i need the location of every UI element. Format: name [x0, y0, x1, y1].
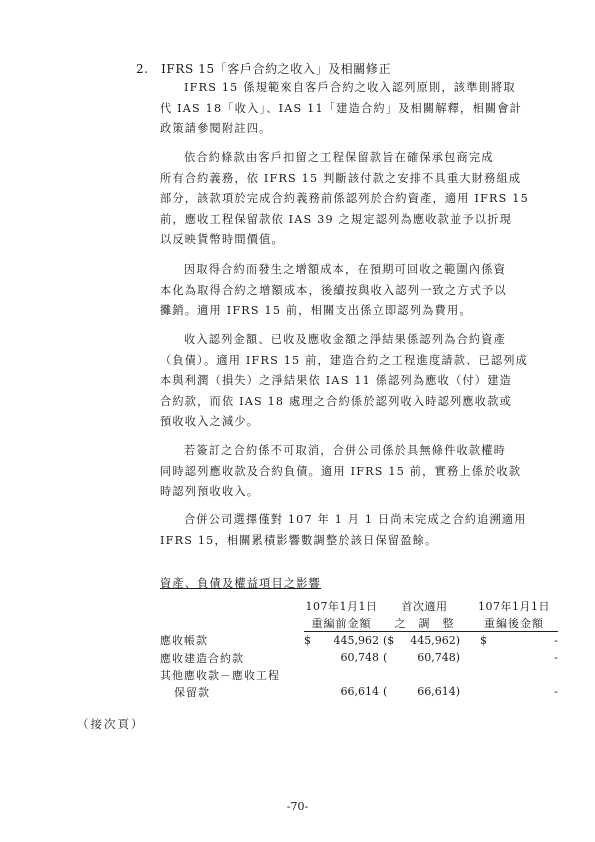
adjustment-open: ($ [383, 634, 395, 647]
paragraph-line: 部分，該款項於完成合約義務前係認列於合約資產，適用 IFRS 15 [160, 192, 529, 205]
paragraph-line: 本化為取得合約之增額成本，後續按與收入認列一致之方式予以 [160, 283, 507, 297]
amount-before [322, 666, 379, 683]
paragraph-line: 合併公司選擇僅對 107 年 1 月 1 日尚未完成之合約追溯適用 [184, 513, 527, 526]
impact-table-heading: 資產、負債及權益項目之影響 [160, 577, 322, 590]
impact-table [160, 597, 558, 700]
paragraph-line: 代 IAS 18「收入」、IAS 11「建造合約」及相關解釋，相關會計 [160, 101, 522, 115]
col-header-after-date: 107年1月1日 [478, 599, 550, 613]
table-row [160, 632, 558, 650]
paragraph-line: 政策請參閱附註四。 [160, 122, 272, 135]
adjustment-amount [408, 666, 460, 683]
amount-before: 60,748 [340, 651, 379, 664]
paragraph-line: 合約款，而依 IAS 18 處理之合約係於認列收入時認列應收款或 [160, 394, 512, 408]
adjustment-open: ( [383, 651, 388, 664]
adjustment-amount: 60,748) [417, 651, 460, 664]
adjustment-amount: 66,614) [417, 685, 460, 698]
paragraph-ifrs15-scope [160, 78, 550, 140]
row-label: 應收帳款 [160, 634, 208, 648]
paragraph-line: 預收收入之減少。 [160, 415, 260, 428]
paragraph-line: IFRS 15 係規範來自客戶合約之收入認列原則，該準則將取 [184, 81, 516, 94]
paragraph-line: 依合約條款由客戶扣留之工程保留款旨在確保承包商完成 [184, 151, 494, 164]
impact-subheader-row [160, 614, 558, 632]
adjustment-amount: 445,962) [410, 634, 460, 647]
page-number: -70- [286, 800, 309, 813]
col-header-after-label: 重編後金額 [470, 614, 558, 632]
currency-symbol [304, 666, 322, 683]
paragraph-line: IFRS 15，相關累積影響數調整於該日保留盈餘。 [160, 533, 438, 547]
paragraph-line: 同時認列應收款及合約負債。適用 IFRS 15 前，實務上係於收款 [160, 464, 522, 478]
row-label: 應收建造合約款 [160, 651, 244, 665]
paragraph-line: 因取得合約而發生之增額成本，在預期可回收之範圍內係資 [184, 263, 507, 276]
paragraph-contract-costs [160, 260, 550, 322]
paragraph-line: 時認列預收收入。 [160, 485, 260, 498]
section-number: 2. [136, 62, 149, 76]
col-header-adjust: 首次適用 [401, 599, 448, 613]
amount-after: - [554, 651, 558, 664]
amount-before: 66,614 [340, 685, 379, 698]
row-label: 保留款 [174, 685, 210, 699]
paragraph-transition [160, 510, 550, 551]
continued-note: （接次頁） [77, 717, 145, 731]
paragraph-line: 所有合約義務，依 IFRS 15 判斷該付款之安排不具重大財務組成 [160, 171, 522, 185]
paragraph-line: 攤銷。適用 IFRS 15 前，相關支出係立即認列為費用。 [160, 304, 472, 317]
section-heading [136, 60, 391, 77]
row-label: 其他應收款－應收工程 [160, 668, 280, 682]
adjustment-open [379, 666, 408, 683]
table-row [160, 666, 558, 683]
currency-symbol [470, 683, 498, 700]
col-header-before-label: 重編前金額 [304, 614, 379, 632]
paragraph-non-cancellable [160, 441, 550, 503]
amount-after: - [554, 685, 558, 698]
currency-symbol [304, 649, 322, 666]
paragraph-retention-receivable [160, 148, 550, 251]
currency-symbol [304, 683, 322, 700]
section-title-text: IFRS 15「客戶合約之收入」及相關修正 [161, 62, 392, 76]
col-header-before-date: 107年1月1日 [305, 599, 378, 613]
paragraph-line: 前，應收工程保留款依 IAS 39 之規定認列為應收款並予以折現 [160, 212, 512, 226]
currency-symbol [470, 649, 498, 666]
paragraph-line: 以反映貨幣時間價值。 [160, 233, 284, 246]
amount-before: 445,962 [333, 634, 379, 647]
adjustment-open: ( [383, 685, 388, 698]
paragraph-line: 本與利潤（損失）之淨結果依 IAS 11 係認列為應收（付）建造 [160, 374, 512, 387]
paragraph-contract-assets [160, 330, 550, 433]
paragraph-line: （負債）。適用 IFRS 15 前，建造合約之工程進度請款、已認列成 [160, 353, 529, 367]
amount-after: - [554, 634, 558, 647]
col-header-adjust-label: 之 調 整 [379, 614, 470, 632]
currency-symbol [470, 666, 498, 683]
currency-symbol: $ [480, 634, 487, 647]
table-row [160, 683, 558, 700]
paragraph-line: 收入認列金額、已收及應收金額之淨結果係認列為合約資產 [184, 333, 507, 346]
amount-after [498, 666, 558, 683]
impact-header-row [160, 597, 558, 614]
paragraph-line: 若簽訂之合約係不可取消，合併公司係於具無條件收款權時 [184, 444, 507, 457]
table-row [160, 649, 558, 666]
currency-symbol: $ [304, 634, 311, 647]
